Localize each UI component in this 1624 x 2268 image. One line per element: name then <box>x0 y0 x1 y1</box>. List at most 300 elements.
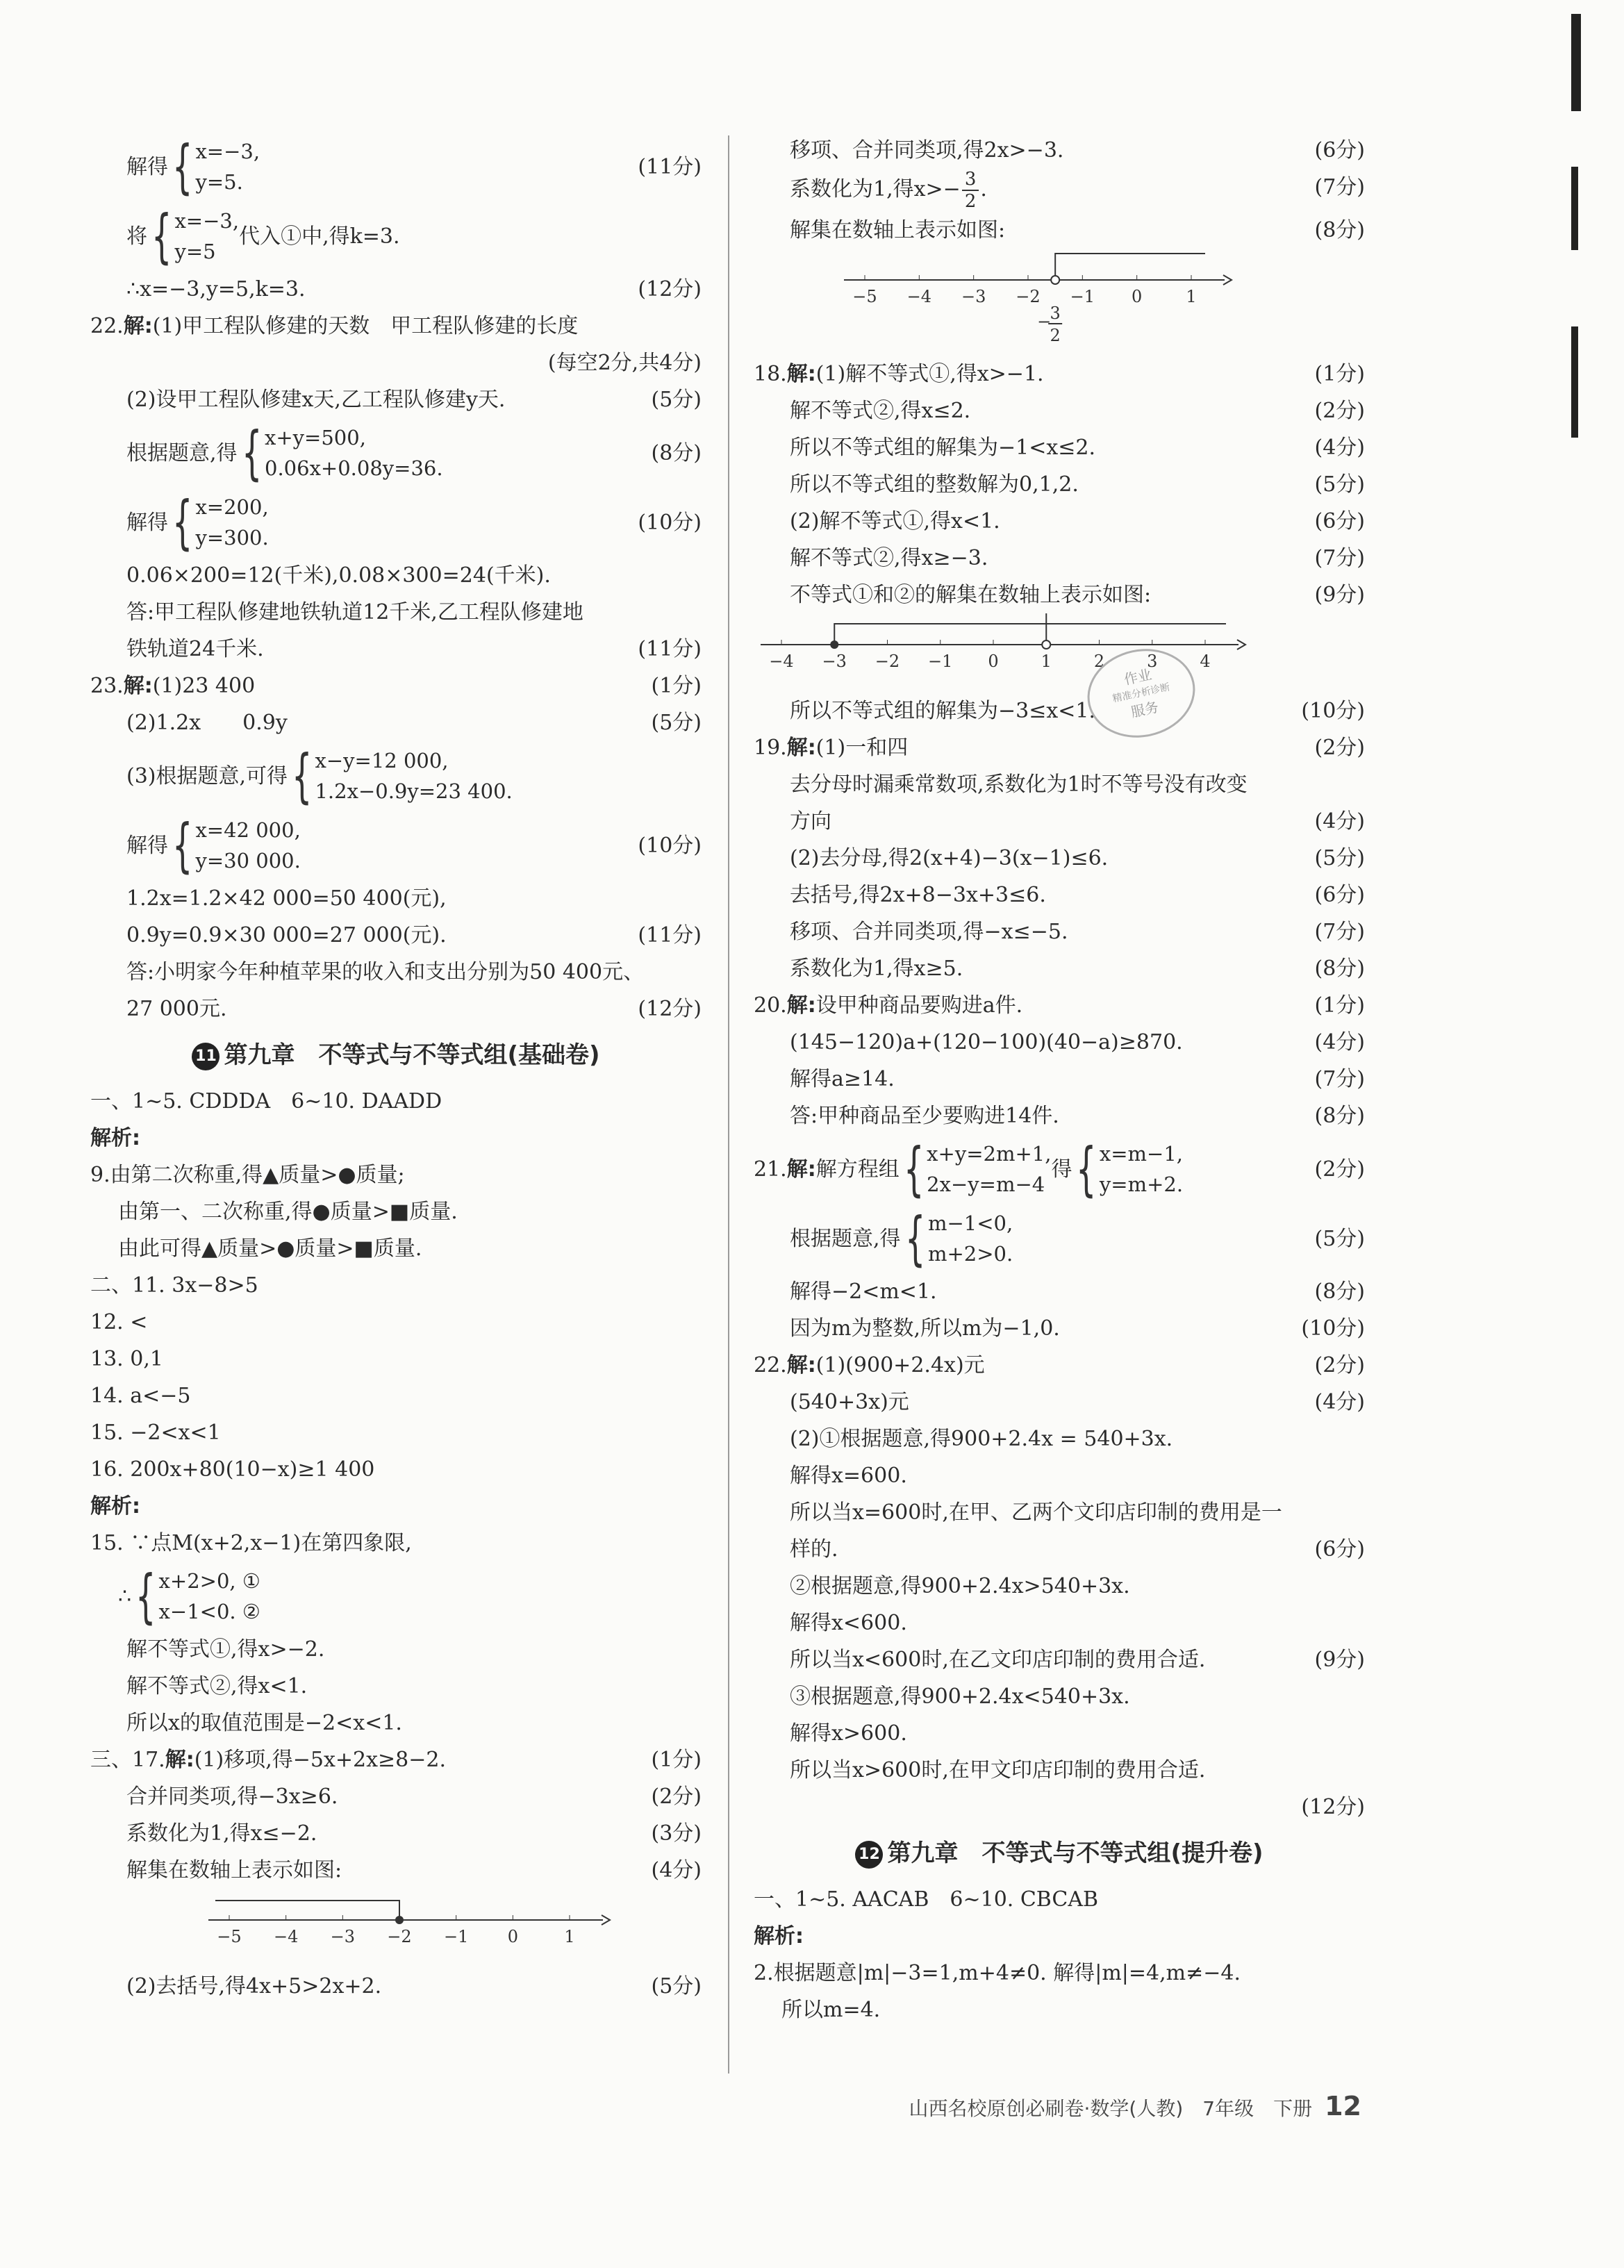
line-content <box>126 1852 342 1889</box>
line-text: 所以不等式组的整数解为0,1,2. <box>790 472 1079 497</box>
score: (2分) <box>1314 1353 1365 1377</box>
answer-line <box>754 803 1365 840</box>
line-content <box>790 540 988 577</box>
line-text: (2)去分母,得2(x+4)−3(x−1)≤6. <box>790 846 1109 870</box>
section-badge: 12 <box>855 1841 883 1869</box>
question-line <box>754 1134 1365 1204</box>
brace-icon: { <box>172 133 193 201</box>
answer-line <box>754 1678 1365 1715</box>
line-text: 解得x>600. <box>790 1721 907 1746</box>
tick-label: −5 <box>217 1927 242 1946</box>
line-text: 去括号,得2x+8−3x+3≤6. <box>790 883 1046 907</box>
section-title: 第九章 不等式与不等式组(提升卷) <box>887 1839 1263 1867</box>
line-content <box>790 1531 838 1568</box>
score: (5分) <box>1314 1227 1365 1251</box>
equation-system <box>168 133 260 201</box>
answer-line <box>90 991 702 1027</box>
answer-line <box>90 418 702 488</box>
line-content <box>790 1205 1013 1273</box>
line-content <box>790 1715 907 1752</box>
line-content <box>118 1562 260 1630</box>
line-text: 去分母时漏乘常数项,系数化为1时不等号没有改变 <box>790 772 1248 797</box>
line-content <box>126 488 269 556</box>
score: (4分) <box>1314 809 1365 834</box>
line-content <box>90 1451 374 1488</box>
answer-line <box>754 1204 1365 1273</box>
line-content <box>781 1992 880 2028</box>
answer-line <box>754 950 1365 987</box>
answer-line <box>90 741 702 811</box>
line-text: 0.9y=0.9×30 000=27 000(元). <box>126 923 447 947</box>
solution-label: 解: <box>786 736 816 760</box>
line-text: 所以当x>600时,在甲文印店印制的费用合适. <box>790 1758 1206 1782</box>
question-line <box>754 729 1365 766</box>
equation-rows <box>174 206 239 267</box>
score: (8分) <box>1314 1280 1365 1304</box>
line-content <box>90 1525 412 1562</box>
score: (5分) <box>651 711 702 735</box>
answer-line <box>754 392 1365 429</box>
line-text: 解集在数轴上表示如图: <box>790 218 1006 242</box>
answer-line <box>90 1705 702 1741</box>
answer-line <box>754 1568 1365 1605</box>
hollow-dot <box>1051 276 1059 284</box>
line-content <box>90 668 255 704</box>
brace-icon: { <box>903 1135 925 1203</box>
line-content <box>790 466 1079 503</box>
score: (2分) <box>1314 736 1365 760</box>
answer-line <box>754 1457 1365 1494</box>
line-content <box>90 308 578 345</box>
line-text: 代入①中,得k=3. <box>239 224 400 249</box>
footer-title: 山西名校原创必刷卷·数学(人教) 7年级 下册 <box>909 2097 1313 2120</box>
line-content <box>754 1918 804 1955</box>
line-text: 根据题意,得 <box>790 1226 901 1251</box>
line-text: ③根据题意,得900+2.4x<540+3x. <box>790 1685 1130 1709</box>
edge-mark <box>1571 14 1581 111</box>
line-text: 解析: <box>754 1924 804 1948</box>
equation-row: y=5 <box>174 240 216 263</box>
score: (1分) <box>1314 362 1365 386</box>
question-line <box>754 987 1365 1024</box>
equation-row: x=200, <box>195 495 269 519</box>
line-text: 13. 0,1 <box>90 1347 163 1371</box>
line-content <box>126 419 443 487</box>
brace-icon: { <box>151 202 172 270</box>
tick-label: −2 <box>1016 287 1041 306</box>
question-line <box>90 668 702 704</box>
line-text: (145−120)a+(120−100)(40−a)≥870. <box>790 1030 1183 1054</box>
section-heading <box>90 1027 702 1083</box>
stamp-text: 精准分析诊断 <box>1111 681 1171 705</box>
equation-system <box>238 419 443 487</box>
line-text: 27 000元. <box>126 997 227 1021</box>
equation-rows <box>195 815 300 876</box>
question-number: 18. <box>754 362 787 386</box>
line-text: 得 <box>1051 1157 1072 1182</box>
solution-ray <box>1055 254 1205 280</box>
tick-label: −4 <box>273 1927 299 1946</box>
line-text: 0.06×200=12(千米),0.08×300=24(千米). <box>126 563 551 588</box>
equation-row: y=m+2. <box>1099 1173 1184 1196</box>
page-footer <box>806 2091 1361 2121</box>
score: (12分) <box>1301 1795 1365 1819</box>
score: (5分) <box>1314 846 1365 870</box>
line-text: 将 <box>126 224 147 249</box>
stamp-text: 作业 <box>1122 665 1154 688</box>
equation-rows <box>159 1566 260 1627</box>
answer-line <box>90 1120 702 1157</box>
question-number: 22. <box>90 314 124 338</box>
line-content <box>126 594 583 631</box>
answer-line <box>754 1061 1365 1098</box>
brace-icon: { <box>241 419 262 487</box>
line-content <box>90 1488 140 1525</box>
question-line <box>90 308 702 345</box>
equation-row: y=30 000. <box>195 849 301 872</box>
line-content <box>790 1605 907 1641</box>
solution-label: 解: <box>786 1353 816 1377</box>
line-text: 所以不等式组的解集为−1<x≤2. <box>790 436 1096 460</box>
equation-rows <box>195 492 268 553</box>
line-text: 解得 <box>126 510 168 535</box>
answer-line <box>754 877 1365 913</box>
line-content <box>126 271 306 308</box>
answer-line <box>90 1451 702 1488</box>
solution-ray <box>834 624 1226 645</box>
line-text: 15. ∵点M(x+2,x−1)在第四象限, <box>90 1531 412 1555</box>
line-text: (540+3x)元 <box>790 1390 909 1414</box>
tick-label: −2 <box>387 1927 412 1946</box>
line-text: 解不等式②,得x≤2. <box>790 399 971 423</box>
answer-line <box>754 1024 1365 1061</box>
tick-label: 1 <box>1186 287 1197 306</box>
line-content <box>790 1678 1130 1715</box>
fraction-denominator: 2 <box>964 191 977 212</box>
answer-line <box>754 766 1365 803</box>
line-content <box>126 991 227 1027</box>
score: (8分) <box>651 441 702 465</box>
line-content <box>790 1384 909 1421</box>
line-content <box>790 1421 1173 1457</box>
equation-rows <box>315 745 512 806</box>
answer-line <box>754 1955 1365 1992</box>
tick-label: −1 <box>1070 287 1095 306</box>
line-content <box>754 1135 1184 1203</box>
answer-line <box>90 954 702 991</box>
line-text: 系数化为1,得x≥5. <box>790 957 963 981</box>
line-text: 设甲种商品要购进a件. <box>815 993 1023 1018</box>
line-text: ∴x=−3,y=5,k=3. <box>126 277 306 301</box>
question-line <box>90 1741 702 1778</box>
score: (5分) <box>651 388 702 412</box>
score: (10分) <box>638 511 702 535</box>
line-text: 解得a≥14. <box>790 1067 895 1091</box>
edge-mark <box>1571 167 1578 250</box>
line-content <box>790 1568 1130 1605</box>
line-text: 14. a<−5 <box>90 1384 191 1408</box>
question-number: 22. <box>754 1353 787 1377</box>
line-content <box>90 1157 405 1193</box>
line-content <box>90 1267 258 1304</box>
equation-row: m−1<0, <box>928 1211 1013 1235</box>
answer-line <box>754 840 1365 877</box>
score: (10分) <box>638 834 702 858</box>
answer-line <box>90 271 702 308</box>
line-text: 解方程组 <box>815 1157 900 1182</box>
line-text: 因为m为整数,所以m为−1,0. <box>790 1316 1060 1341</box>
line-text: 16. 200x+80(10−x)≥1 400 <box>90 1457 375 1482</box>
fraction-numerator: 3 <box>962 169 979 191</box>
tick-label: 2 <box>1093 652 1105 671</box>
line-text: 样的. <box>790 1537 838 1562</box>
line-text: (1)解不等式①,得x>−1. <box>815 362 1044 386</box>
solution-ray <box>215 1901 399 1920</box>
brace-icon: { <box>172 811 193 879</box>
line-text: 一、1~5. AACAB 6~10. CBCAB <box>754 1887 1099 1912</box>
answer-line <box>754 1605 1365 1641</box>
answer-line <box>90 132 702 201</box>
solution-label: 解: <box>786 1157 816 1182</box>
line-text: 由第一、二次称重,得●质量>■质量. <box>118 1200 458 1224</box>
line-content <box>126 811 301 879</box>
answer-line <box>90 880 702 917</box>
line-content <box>126 1968 381 2005</box>
answer-line <box>90 488 702 557</box>
score: (4分) <box>1314 436 1365 460</box>
number-line <box>754 613 1365 693</box>
section-heading <box>754 1826 1365 1881</box>
line-content <box>754 356 1044 392</box>
answer-line <box>90 811 702 880</box>
score: (4分) <box>1314 1030 1365 1054</box>
answer-line <box>90 1815 702 1852</box>
answer-line <box>90 1525 702 1562</box>
answer-line <box>90 631 702 668</box>
line-text: 解得x=600. <box>790 1464 907 1488</box>
line-content <box>126 1778 338 1815</box>
line-content <box>754 987 1022 1024</box>
line-content <box>754 1881 1098 1918</box>
score: (8分) <box>1314 1104 1365 1128</box>
line-content <box>790 877 1046 913</box>
line-content <box>126 202 400 270</box>
tick-label: 0 <box>988 652 999 671</box>
score: (2分) <box>651 1785 702 1809</box>
question-number: 21. <box>754 1157 787 1182</box>
score: (6分) <box>1314 509 1365 533</box>
section-badge: 11 <box>192 1043 219 1070</box>
line-text: 所以x的取值范围是−2<x<1. <box>126 1711 402 1735</box>
line-content <box>126 917 447 954</box>
equation-row: y=5. <box>195 170 243 194</box>
answer-line <box>754 212 1365 249</box>
equation-rows <box>928 1208 1013 1269</box>
tick-label: −4 <box>769 652 794 671</box>
line-content <box>90 1741 446 1778</box>
line-text: (1)甲工程队修建的天数 甲工程队修建的长度 <box>152 314 579 338</box>
line-content <box>126 704 288 741</box>
score: (7分) <box>1314 1067 1365 1091</box>
line-text: 解析: <box>90 1126 140 1150</box>
equation-system <box>168 811 301 879</box>
line-text: 合并同类项,得−3x≥6. <box>126 1785 338 1809</box>
equation-row: 0.06x+0.08y=36. <box>265 456 443 480</box>
line-text: 由此可得▲质量>●质量>■质量. <box>118 1236 422 1261</box>
score: (每空2分,共4分) <box>547 351 702 375</box>
answer-line <box>754 132 1365 169</box>
tick-label: 4 <box>1200 652 1211 671</box>
number-line <box>90 1889 702 1968</box>
line-content <box>126 381 505 418</box>
line-content <box>90 1083 442 1120</box>
answer-line <box>754 1715 1365 1752</box>
line-text: (1)移项,得−5x+2x≥8−2. <box>194 1748 447 1772</box>
number-line <box>754 249 1365 356</box>
line-text: 答:小明家今年种植苹果的收入和支出分别为50 400元、 <box>126 960 645 984</box>
answer-line <box>754 466 1365 503</box>
answer-line <box>90 381 702 418</box>
answer-line <box>754 1310 1365 1347</box>
equation-system <box>901 1205 1013 1273</box>
line-content <box>126 742 513 810</box>
equation-system <box>131 1562 260 1630</box>
line-content <box>790 429 1095 466</box>
left-column <box>90 132 702 2005</box>
tick-label: −4 <box>906 287 932 306</box>
score: (5分) <box>651 1974 702 1998</box>
line-text: 二、11. 3x−8>5 <box>90 1273 258 1298</box>
line-text: 解得x<600. <box>790 1611 907 1635</box>
equation-row: x+2>0, ① <box>158 1569 260 1593</box>
line-text: 2.根据题意|m|−3=1,m+4≠0. 解得|m|=4,m≠−4. <box>754 1961 1241 1985</box>
answer-line <box>754 1992 1365 2028</box>
answer-line <box>754 1881 1365 1918</box>
line-text: ∴ <box>118 1584 132 1609</box>
answer-line <box>754 1752 1365 1789</box>
line-text: 解不等式①,得x>−2. <box>126 1637 325 1662</box>
tick-label: −3 <box>961 287 986 306</box>
equation-row: 1.2x−0.9y=23 400. <box>315 779 513 803</box>
score: (8分) <box>1314 218 1365 242</box>
equation-row: x+y=2m+1, <box>927 1142 1052 1166</box>
number-line-graphic <box>844 249 1233 353</box>
question-number: 三、17. <box>90 1748 165 1772</box>
line-text: 铁轨道24千米. <box>126 637 264 661</box>
score: (6分) <box>1314 1537 1365 1562</box>
line-content <box>126 631 264 668</box>
score: (4分) <box>651 1858 702 1882</box>
line-text: 移项、合并同类项,得−x≤−5. <box>790 920 1068 944</box>
tick-label: −1 <box>928 652 953 671</box>
solution-label: 解: <box>786 362 816 386</box>
answer-line <box>90 1668 702 1705</box>
answer-line <box>90 1778 702 1815</box>
answer-line <box>754 540 1365 577</box>
answer-line <box>754 1421 1365 1457</box>
line-text: 所以当x<600时,在乙文印店印制的费用合适. <box>790 1648 1206 1672</box>
line-text: (2)解不等式①,得x<1. <box>790 509 1000 533</box>
line-text: (1)(900+2.4x)元 <box>815 1353 985 1377</box>
line-text: 解得 <box>126 833 168 858</box>
line-content <box>126 557 551 594</box>
edge-mark <box>1571 326 1578 438</box>
answer-line <box>754 1273 1365 1310</box>
tick-label: 1 <box>564 1927 575 1946</box>
line-text: 解析: <box>90 1494 140 1518</box>
equation-row: y=300. <box>195 526 269 549</box>
equation-rows <box>1100 1139 1183 1200</box>
stamp-text: 服务 <box>1129 698 1161 721</box>
question-line <box>754 1347 1365 1384</box>
line-text: 系数化为1,得x>− <box>790 177 961 201</box>
line-content <box>790 1310 1060 1347</box>
answer-line <box>90 345 702 381</box>
score: (11分) <box>638 637 702 661</box>
line-text: 答:甲种商品至少要购进14件. <box>790 1104 1059 1128</box>
brace-icon: { <box>135 1562 156 1630</box>
section-title: 第九章 不等式与不等式组(基础卷) <box>224 1041 600 1069</box>
line-content <box>790 1494 1282 1531</box>
answer-line <box>754 1918 1365 1955</box>
score: (2分) <box>1314 1157 1365 1182</box>
equation-rows <box>195 136 260 197</box>
line-text: (1)一和四 <box>815 736 909 760</box>
answer-line <box>90 1341 702 1377</box>
score: (10分) <box>1301 1316 1365 1341</box>
line-content <box>126 1631 324 1668</box>
line-content <box>790 1061 895 1098</box>
equation-row: 2x−y=m−4 <box>927 1173 1045 1196</box>
line-content <box>118 1230 422 1267</box>
score: (7分) <box>1314 546 1365 570</box>
solution-ray <box>768 613 1046 645</box>
score: (1分) <box>651 1748 702 1772</box>
answer-line <box>754 1098 1365 1134</box>
answer-line <box>90 201 702 271</box>
answer-line <box>90 1414 702 1451</box>
equation-system <box>288 742 513 810</box>
tick-label: 0 <box>1132 287 1143 306</box>
hollow-dot <box>1042 640 1050 649</box>
equation-system <box>1072 1135 1184 1203</box>
answer-line <box>754 169 1365 212</box>
line-content <box>90 1414 221 1451</box>
tick-label: −1 <box>443 1927 469 1946</box>
score: (1分) <box>1314 993 1365 1018</box>
column-divider <box>728 135 729 2074</box>
tick-label: −3 <box>330 1927 356 1946</box>
line-text: (1)23 400 <box>152 674 256 698</box>
line-content <box>790 1457 907 1494</box>
answer-line <box>754 1531 1365 1568</box>
line-content <box>790 766 1248 803</box>
line-content <box>790 803 831 840</box>
line-text: (2)①根据题意,得900+2.4x = 540+3x. <box>790 1427 1173 1451</box>
tick-label: −5 <box>852 287 877 306</box>
equation-row: x−1<0. ② <box>158 1600 260 1623</box>
answer-line <box>90 1562 702 1631</box>
line-content <box>790 169 987 212</box>
score: (1分) <box>651 674 702 698</box>
line-content <box>790 392 970 429</box>
answer-line <box>754 503 1365 540</box>
line-text: (2)设甲工程队修建x天,乙工程队修建y天. <box>126 388 506 412</box>
tick-label: 1 <box>1041 652 1052 671</box>
score: (7分) <box>1314 920 1365 944</box>
equation-system <box>900 1135 1052 1203</box>
question-number: 23. <box>90 674 124 698</box>
